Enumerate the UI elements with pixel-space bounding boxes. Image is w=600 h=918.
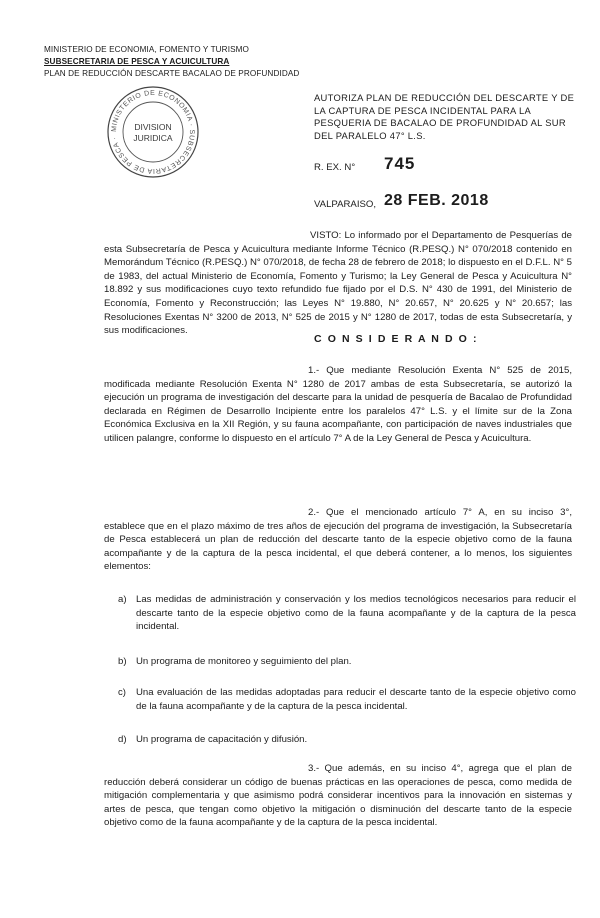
seal-division-text: DIVISION [134, 122, 172, 132]
list-item-letter: c) [118, 687, 126, 698]
seal-ring-text: MINISTERIO DE ECONOMIA · SUBSECRETARIA DE PESCA · [110, 89, 196, 175]
resolution-label: R. EX. N° [314, 162, 356, 173]
list-item-letter: a) [118, 594, 127, 605]
list-item-text: Un programa de monitoreo y seguimiento del plan. [136, 656, 352, 667]
resolution-date: 28 FEB. 2018 [384, 192, 489, 209]
seal-juridica-text: JURIDICA [133, 133, 173, 143]
list-item-letter: d) [118, 734, 127, 745]
resolution-number: 745 [384, 154, 416, 173]
list-item-text: Un programa de capacitación y difusión. [136, 734, 308, 745]
considerando-paragraph-1: 1.- Que mediante Resolución Exenta N° 525 de 2015, modificada mediante Resolución Exenta N° 1280 de 2017 ambas de esta Subsecretaría, se autorizó la ejecución un programa de investigación del descarte para la unidad de pesquería de Bacalao de Profundidad declarada en Régimen de Desarrollo Incipiente entre los paralelos 47° L.S. y el límite sur de la Zona Económica Exclusiva en la XII Región, y su fauna acompañante, con participación de naves industriales que utilicen palangre, conforme lo dispuesto en el artículo 7° A de la Ley General de Pesca y Acuicultura. [104, 365, 572, 444]
considerando-heading: C O N S I D E R A N D O : [314, 333, 479, 345]
visto-text: Lo informado por el Departamento de Pesquerías de esta Subsecretaría de Pesca y Acuicultura mediante Informe Técnico (R.PESQ.) N° 070/2018 contenido en Memorándum Técnico (R.PESQ.) N° 070/2018, de fecha 28 de febrero de 2018; lo dispuesto en el D.F.L. N° 5 de 1983, del actual Ministerio de Economía, Fomento y Turismo; la Ley General de Pesca y Acuicultura N° 18.892 y sus modificaciones cuyo texto refundido fue fijado por el D.S. N° 430 de 1991, del Ministerio de Economía, Fomento y Reconstrucción; las Leyes N° 19.880, N° 20.657, N° 20.625 y N° 20.657; las Resoluciones Exentas N° 3200 de 2013, N° 525 de 2015 y N° 1280 de 2017, todas de esta Subsecretaría, y sus modificaciones. [104, 230, 572, 337]
resolution-title: AUTORIZA PLAN DE REDUCCIÓN DEL DESCARTE Y DE LA CAPTURA DE PESCA INCIDENTAL PARA LA PESQUERIA DE BACALAO DE PROFUNDIDAD AL SUR DEL PARALELO 47° L.S. [314, 92, 575, 141]
place-label: VALPARAISO, [314, 199, 377, 210]
list-item-text: Las medidas de administración y conservación y los medios tecnológicos necesarios para reducir el descarte tanto de la especie objetivo como de la fauna acompañante y de la captura de la pesca incidental. [136, 594, 576, 633]
visto-paragraph [104, 229, 572, 338]
considerando-paragraph-2: 2.- Que el mencionado artículo 7° A, en su inciso 3°, establece que en el plazo máximo de tres años de ejecución del programa de investigación, la Subsecretaría de Pesca establecerá un plan de reducción del descarte tanto de la especie objetivo como de la fauna acompañante y de la captura de la pesca incidental, el que deberá contener, a lo menos, los siguientes elementos: [104, 507, 572, 573]
undersecretariat-name: SUBSECRETARIA DE PESCA Y ACUICULTURA [44, 57, 230, 66]
list-item-letter: b) [118, 656, 127, 667]
ministry-name: MINISTERIO DE ECONOMIA, FOMENTO Y TURISMO [44, 45, 250, 54]
letterhead [44, 44, 300, 80]
division-juridica-seal [105, 84, 201, 180]
plan-name: PLAN DE REDUCCIÓN DESCARTE BACALAO DE PROFUNDIDAD [44, 69, 300, 78]
visto-lead: VISTO: [310, 230, 342, 241]
considerando-paragraph-3: 3.- Que además, en su inciso 4°, agrega que el plan de reducción deberá considerar un código de buenas prácticas en las operaciones de pesca, como medida de mitigación complementaria y que asimismo podrá considerar incentivos para la innovación en sistemas y artes de pesca, que tengan como objetivo la mitigación o disminución del descarte tanto de la especie objetivo como de la fauna acompañante y de la captura de la pesca incidental. [104, 763, 572, 829]
list-item-text: Una evaluación de las medidas adoptadas para reducir el descarte tanto de la especie objetivo como de la fauna acompañante y de la captura de la pesca incidental. [136, 687, 576, 712]
